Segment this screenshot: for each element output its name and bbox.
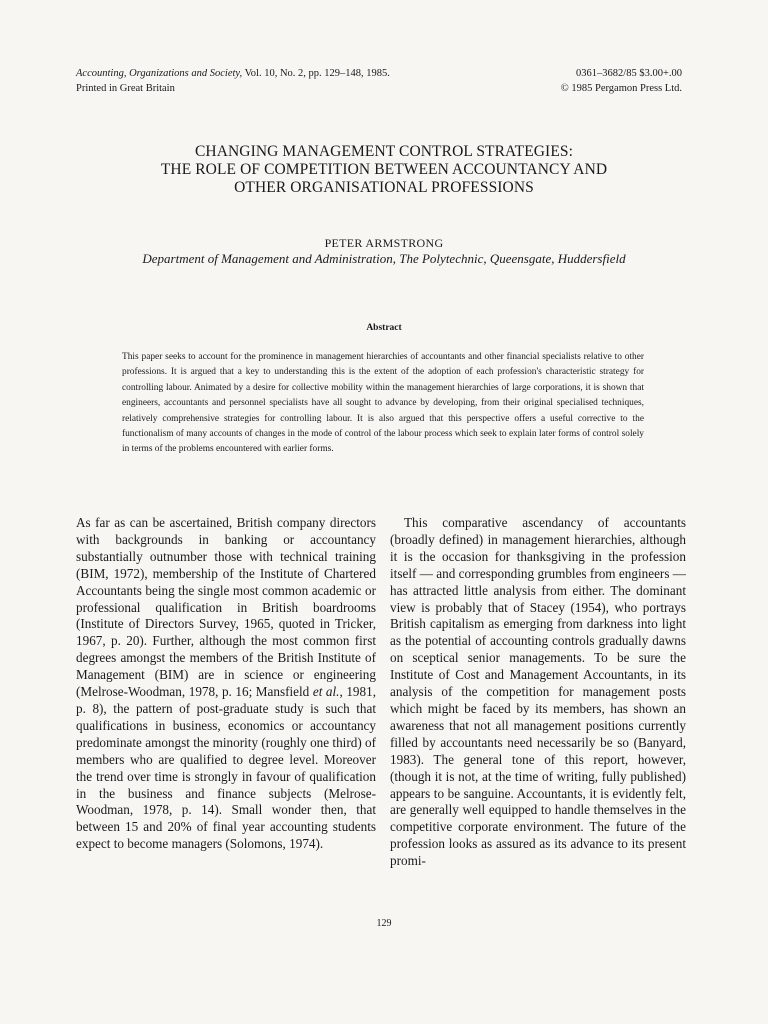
title-line-2: THE ROLE OF COMPETITION BETWEEN ACCOUNTANCY AND	[160, 161, 608, 178]
author-affiliation: Department of Management and Administration, The Polytechnic, Queensgate, Huddersfield	[142, 251, 626, 266]
copyright: © 1985 Pergamon Press Ltd.	[560, 83, 682, 94]
title-line-1: CHANGING MANAGEMENT CONTROL STRATEGIES:	[194, 143, 574, 160]
publisher-info	[561, 66, 682, 96]
abstract-heading: Abstract	[366, 323, 402, 333]
title-line-3: OTHER ORGANISATIONAL PROFESSIONS	[234, 179, 534, 196]
printed-in: Printed in Great Britain	[76, 83, 175, 94]
text-run: , 1981, p. 8), the pattern of post-graduate study is such that qualifications in business, economics or accountancy predominate amongst the minority (roughly one third) of members who are qualified to degree level. Moreover the trend over time is strongly in favour of qualification in the business and finance subjects (Melrose-Woodman, 1978, p. 14). Small wonder then, that between 15 and 20% of final year accounting students expect to become managers (Solomons, 1974).	[76, 684, 377, 852]
journal-name: Accounting, Organizations and Society,	[76, 68, 243, 79]
text-run-italic: et al.	[312, 684, 340, 700]
journal-citation	[76, 66, 390, 96]
volume-pages: Vol. 10, No. 2, pp. 129–148, 1985.	[242, 68, 390, 79]
text-run: As far as can be ascertained, British company directors with backgrounds in banking or accountancy substantially outnumber those with technical training (BIM, 1972), membership of the Institute of Chartered Accountants being the single most common academic or professional qualification in British boardrooms (Institute of Directors Survey, 1965, quoted in Tricker, 1967, p. 20). Further, although the most common first degrees amongst the members of the British Institute of Management (BIM) are in science or engineering (Melrose-Woodman, 1978, p. 16; Mansfield	[76, 515, 376, 700]
article-title	[76, 143, 692, 197]
author-name: PETER ARMSTRONG	[324, 236, 444, 250]
body-column-left	[76, 515, 376, 853]
abstract-text: This paper seeks to account for the prominence in management hierarchies of accountants and other financial specialists relative to other professions. It is argued that a key to understanding this is the extent of the adoption of each profession's characteristic strategy for controlling labour. Animated by a desire for collective mobility within the management hierarchies of large corporations, it is shown that engineers, accountants and personnel specialists have all sought to advance by developing, from their original specialised techniques, relatively comprehensive strategies for controlling labour. It is also argued that this perspective offers a useful corrective to the functionalism of many accounts of changes in the mode of control of the labour process which seek to explain later forms of control solely in terms of the problems encountered with earlier forms.	[122, 352, 644, 455]
page-number: 129	[376, 918, 392, 929]
body-column-right	[390, 515, 686, 870]
issn-price: 0361–3682/85 $3.00+.00	[576, 68, 682, 79]
paragraph	[76, 515, 376, 853]
paragraph: This comparative ascendancy of accountants (broadly defined) in management hierarchies, although it is the occasion for thanksgiving in the profession itself — and corresponding grumbles from engineers — has attracted little analysis from either. The dominant view is probably that of Stacey (1954), who portrays British capitalism as emerging from darkness into light as the potential of accounting controls gradually dawns on sceptical senior managements. To be sure the Institute of Cost and Management Accountants, in its analysis of the competition for management posts which might be faced by its members, has shown an awareness that not all management positions currently filled by accountants need necessarily be so (Banyard, 1983). The general tone of this report, however, (though it is not, at the time of writing, fully published) appears to be sanguine. Accountants, it is evidently felt, are generally well equipped to handle themselves in the competitive corporate environment. The future of the profession looks as assured as its advance to its present promi-	[390, 515, 686, 869]
